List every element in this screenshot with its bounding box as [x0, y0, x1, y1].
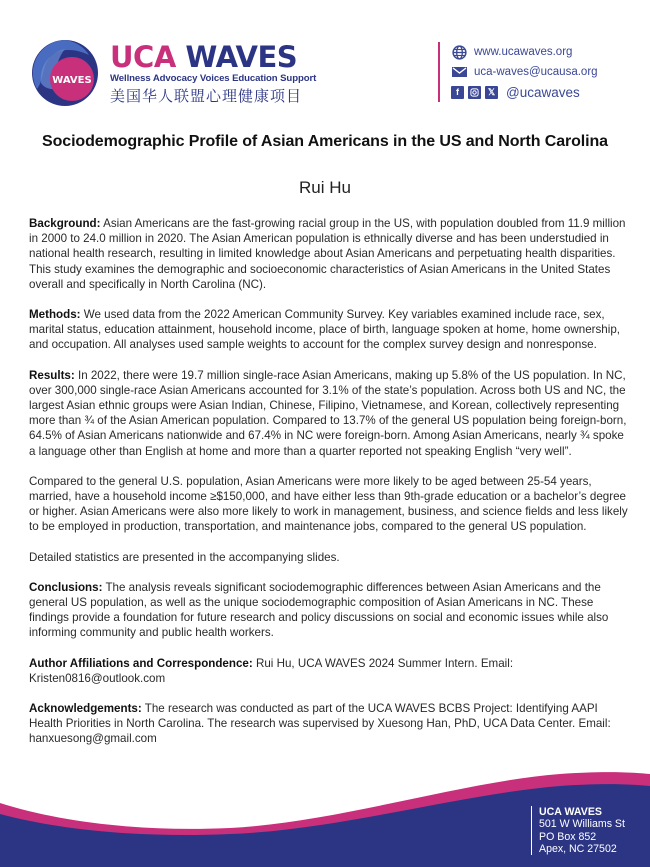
- section-label: Conclusions:: [29, 580, 103, 594]
- section-label: Methods:: [29, 308, 81, 322]
- social-row: [451, 82, 598, 102]
- contact-block: [438, 42, 598, 102]
- footer-address-line1: 501 W Williams St: [539, 818, 625, 831]
- social-handle[interactable]: @ucawaves: [506, 84, 580, 100]
- website-row[interactable]: [451, 42, 598, 62]
- section-results-note: [29, 550, 629, 565]
- section-label: Background:: [29, 217, 101, 230]
- section-label: Author Affiliations and Correspondence:: [29, 656, 253, 670]
- footer-org-name: UCA WAVES: [539, 806, 602, 818]
- logo-badge-text: WAVES: [52, 75, 92, 86]
- section-label: Results:: [29, 368, 75, 382]
- brand-tagline: Wellness Advocacy Voices Education Support: [110, 73, 317, 84]
- section-methods: [29, 307, 629, 353]
- section-text: Rui Hu, UCA WAVES 2024 Summer Intern. Email: Kristen0816@outlook.com: [29, 656, 514, 685]
- document-author: Rui Hu: [299, 178, 351, 197]
- facebook-icon[interactable]: f: [451, 86, 464, 99]
- brand-chinese-name: 美国华人联盟心理健康项目: [110, 87, 303, 105]
- section-text: The research was conducted as part of the UCA WAVES BCBS Project: Identifying AAPI Health Priorities in North Carolina. The research was supervised by Xuesong Han, PhD, UCA Data Center. Email: hanxuesong@gmail.com: [29, 702, 611, 746]
- section-results-comparison: [29, 474, 629, 535]
- section-text: Compared to the general U.S. population, Asian Americans were more likely to be aged between 25-54 years, married, have a household income ≥$150,000, and have either less than 9th-grade education or a bachelor’s degree or higher. Asian Americans were also more likely to work in management, business, and science fields and less likely to be employed in production, transportation, and maintenance jobs, compared to the general US population.: [29, 474, 628, 534]
- waves-logo-icon: [31, 39, 99, 107]
- section-background: [29, 216, 629, 292]
- letterhead: [0, 0, 650, 115]
- brand-uca: UCA: [110, 40, 176, 74]
- footer-address: [531, 806, 625, 855]
- globe-icon: [451, 44, 467, 60]
- section-text: Detailed statistics are presented in the accompanying slides.: [29, 550, 340, 564]
- abstract-body: [29, 216, 629, 762]
- section-author-affiliations: [29, 656, 629, 686]
- mail-icon: [451, 64, 467, 80]
- section-text: In 2022, there were 19.7 million single-race Asian Americans, making up 5.8% of the US population. In NC, over 300,000 single-race Asian Americans accounted for 3.1% of the state’s population. Across both US and NC, the largest Asian ethnic groups were Asian Indian, Chinese, Filipino, Vietnamese, and Korean, collectively representing more than ¾ of the Asian American population. Compared to 13.7% of the general US population being foreign-born, 64.5% of Asian Americans nationwide and 67.4% in NC were foreign-born. Among Asian Americans, nearly ¾ spoke a language other than English at home and more than a quarter reported not speaking English “very well”.: [29, 368, 627, 458]
- footer-address-line3: Apex, NC 27502: [539, 842, 617, 855]
- section-conclusions: [29, 580, 629, 641]
- section-text: We used data from the 2022 American Community Survey. Key variables examined include race, sex, marital status, education attainment, household income, place of birth, language spoken at home, home ownership, and occupation. All analyses used sample weights to account for the complex survey design and nonresponse.: [29, 308, 620, 352]
- brand-waves: WAVES: [185, 40, 298, 74]
- section-label: Acknowledgements:: [29, 702, 142, 716]
- website-link[interactable]: www.ucawaves.org: [474, 46, 573, 58]
- footer-address-line2: PO Box 852: [539, 830, 597, 843]
- email-row[interactable]: [451, 62, 598, 82]
- instagram-icon[interactable]: [468, 86, 481, 99]
- section-text: Asian Americans are the fast-growing racial group in the US, with population doubled from 11.9 million in 2000 to 24.0 million in 2020. The Asian American population is ethnically diverse and has been understudied in national health research, resulting in limited knowledge about Asian Americans and perpetuating health disparities. This study examines the demographic and socioeconomic characteristics of Asian Americans in the United States overall and specifically in North Carolina (NC).: [29, 217, 626, 291]
- brand-name: [110, 42, 316, 72]
- section-text: The analysis reveals significant sociodemographic differences between Asian Americans and the general US population, as well as the unique sociodemographic composition of Asian Americans in NC. These findings provide a foundation for future research and policy discussions on social and economic issues while also informing community and public health workers.: [29, 580, 609, 640]
- brand-block: [110, 42, 316, 106]
- section-acknowledgements: [29, 701, 629, 747]
- document-title: Sociodemographic Profile of Asian Americans in the US and North Carolina: [42, 133, 608, 150]
- email-link[interactable]: uca-waves@ucausa.org: [474, 66, 598, 78]
- x-icon[interactable]: 𝕏: [485, 86, 498, 99]
- section-results: [29, 368, 629, 459]
